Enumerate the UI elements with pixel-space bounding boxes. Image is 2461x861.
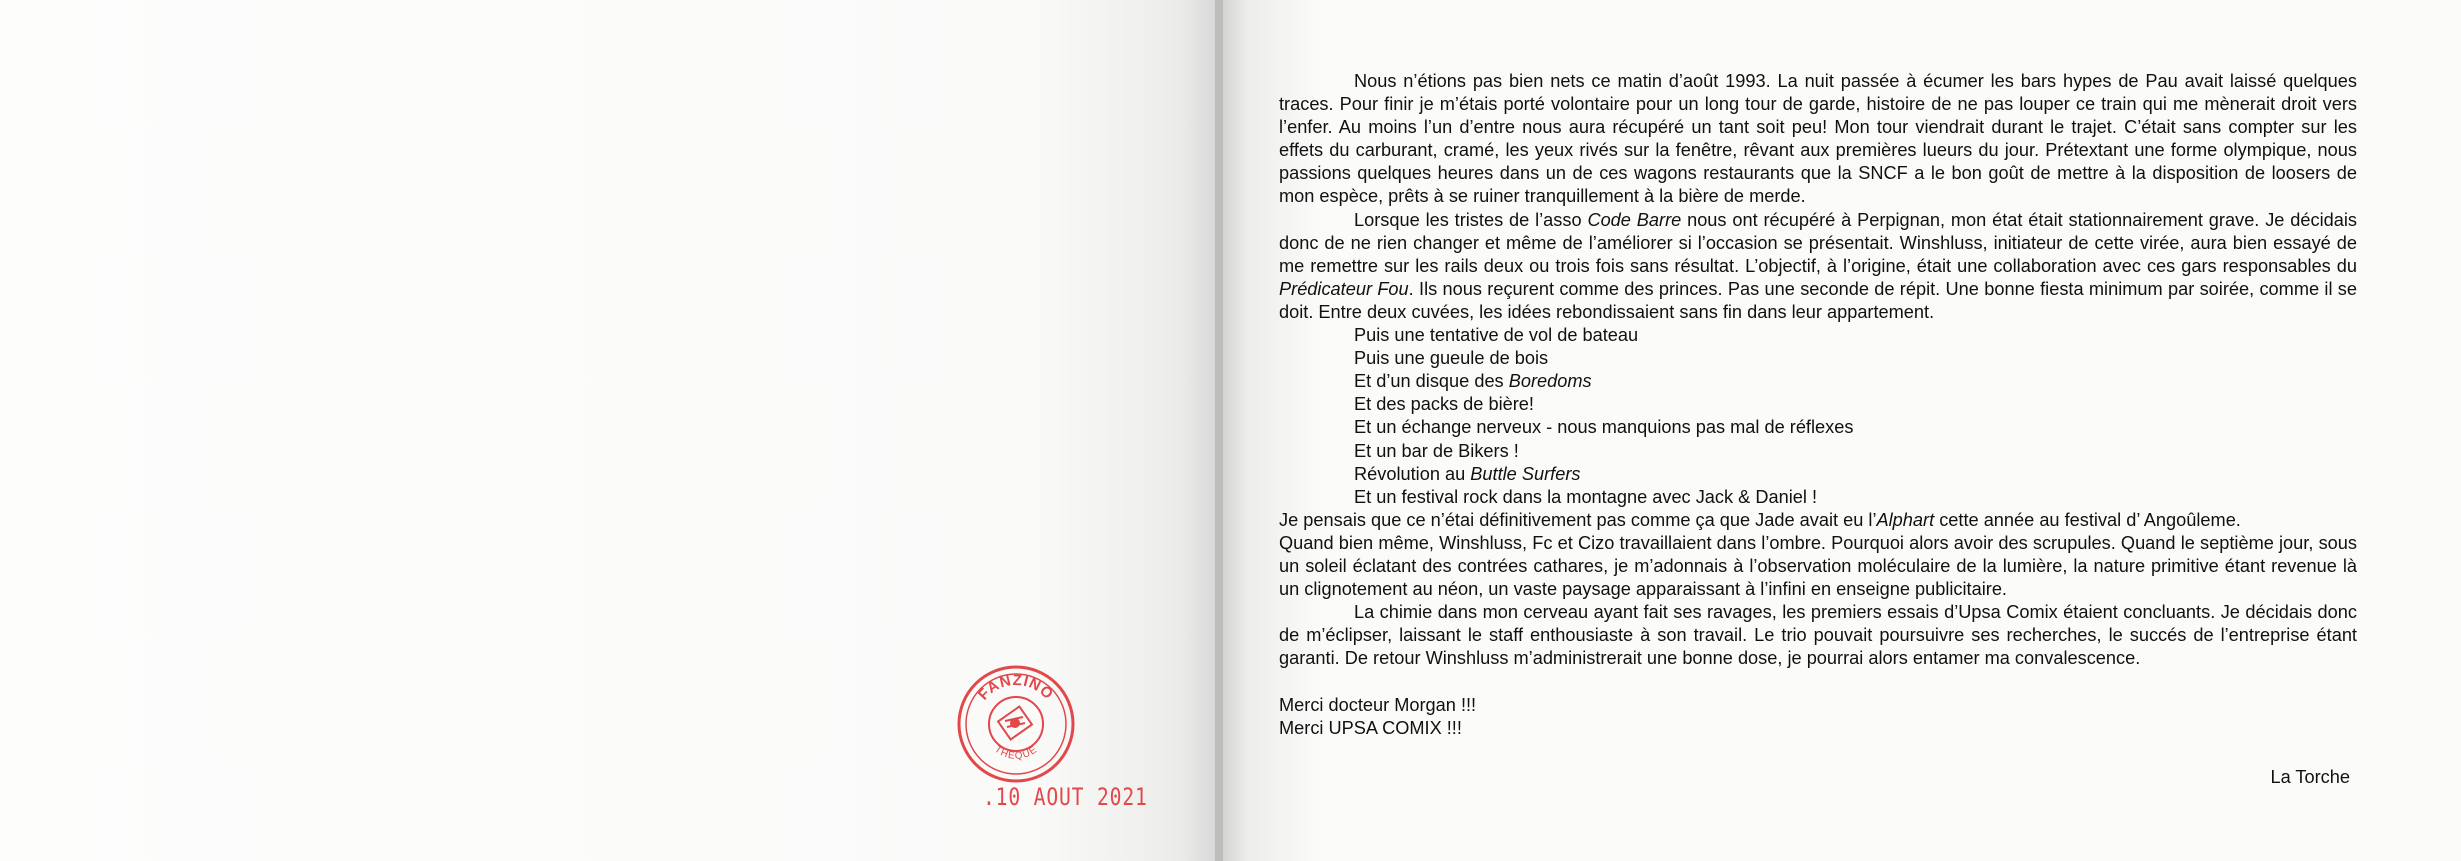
stamp-emblem-icon: [998, 707, 1032, 740]
stamp-date: .10 AOUT 2021: [983, 783, 1148, 811]
list-item-text: Et d’un disque des: [1354, 371, 1509, 392]
thanks-line-1: Merci docteur Morgan !!!: [1279, 694, 1477, 715]
paragraph-1: Nous n’étions pas bien nets ce matin d’août 1993. La nuit passée à écumer les bars hypes de Pau avait laissé quelques traces. Pour finir je m’étais porté volontaire pour un long tour de garde, histoire de ne pas louper ce train qui me mènerait droit vers l’enfer. Au moins l’un d’entre nous aura récupéré un tant soit peu! Mon tour viendrait durant le trajet. C’était sans compter sur les effets du carburant, cramé, les yeux rivés sur la fenêtre, rêvant aux premières lueurs du jour. Prétextant une forme olympique, nous passions quelques heures dans un de ces wagons restaurants que la SNCF a le bon goût de mettre à la disposition de loosers de mon espèce, prêts à se ruiner tranquillement à la bière de merde.: [1279, 71, 2357, 207]
title-predicateur-fou: Prédicateur Fou: [1279, 278, 1409, 299]
paragraph-2-part: Lorsque les tristes de l’asso: [1354, 209, 1588, 230]
paragraph-3-part: Je pensais que ce n’étai définitivement pas comme ça que Jade avait eu l’: [1279, 509, 1877, 530]
list-item: [1279, 463, 2357, 486]
stamp-text-bottom: THÈQUE: [992, 743, 1040, 762]
list-item: [1279, 370, 2357, 393]
paragraph-3-part: cette année au festival d’ Angoûleme.: [1934, 509, 2241, 530]
thanks-line-2: Merci UPSA COMIX !!!: [1279, 717, 1462, 738]
list-item: Puis une gueule de bois: [1354, 348, 1549, 369]
book-gutter: [1215, 0, 1223, 861]
paragraph-2-part: nous ont récupéré à Perpignan, mon état était stationnairement grave. Je décidais donc de ne rien changer et même de l’améliorer si l’occasion se présentait. Winshluss, initiateur de cette virée, aura bien essayé de me remettre sur les rails deux ou trois fois sans résultat. L’objectif, à l’origine, était une collaboration avec ces gars responsables du: [1279, 209, 2357, 276]
list-item: Et un échange nerveux - nous manquions pas mal de réflexes: [1354, 417, 1854, 438]
title-alphart: Alphart: [1876, 509, 1935, 530]
paragraph-5: La chimie dans mon cerveau ayant fait ses ravages, les premiers essais d’Upsa Comix étaient concluants. Je décidais donc de m’éclipser, laissant le staff enthousiaste à son travail. Le trio pouvait poursuivre ses recherches, le succés de l’entreprise étant garanti. De retour Winshluss m’administrerait une bonne dose, je pourrai alors entamer ma convalescence.: [1279, 602, 2357, 669]
list-item: Puis une tentative de vol de bateau: [1354, 325, 1639, 346]
stamp-text-top: FANZINO: [974, 671, 1057, 704]
paragraph-4: Quand bien même, Winshluss, Fc et Cizo travaillaient dans l’ombre. Pourquoi alors avoir des scrupules. Quand le septième jour, sous un soleil éclatant des contrées cathares, je m’adonnais à l’observation moléculaire de la lumière, la nature primitive étant revenue là un clignotement au néon, un vaste paysage apparaissant à l’infini en enseigne publicitaire.: [1279, 532, 2357, 600]
paragraph-2: [1279, 209, 2357, 324]
list-item: Et un bar de Bikers !: [1354, 440, 1519, 461]
title-code-barre: Code Barre: [1587, 209, 1682, 230]
list-item: Et des packs de bière!: [1354, 394, 1534, 415]
list-item-text: Révolution au: [1354, 463, 1471, 484]
title-boredoms: Boredoms: [1508, 371, 1592, 392]
fanzinotheque-stamp: [955, 663, 1077, 785]
paragraph-2-part: . Ils nous reçurent comme des princes. Pas une seconde de répit. Une bonne fiesta minimum par soirée, comme il se doit. Entre deux cuvées, les idées rebondissaient sans fin dans leur appartement.: [1279, 278, 2358, 322]
signature: La Torche: [2270, 767, 2350, 787]
title-buttle-surfers: Buttle Surfers: [1470, 463, 1581, 484]
spacer: [1279, 670, 2357, 693]
list-item: Et un festival rock dans la montagne avec Jack & Daniel !: [1354, 486, 1818, 507]
article-text: [1279, 70, 2357, 740]
paragraph-3: [1279, 509, 2357, 532]
